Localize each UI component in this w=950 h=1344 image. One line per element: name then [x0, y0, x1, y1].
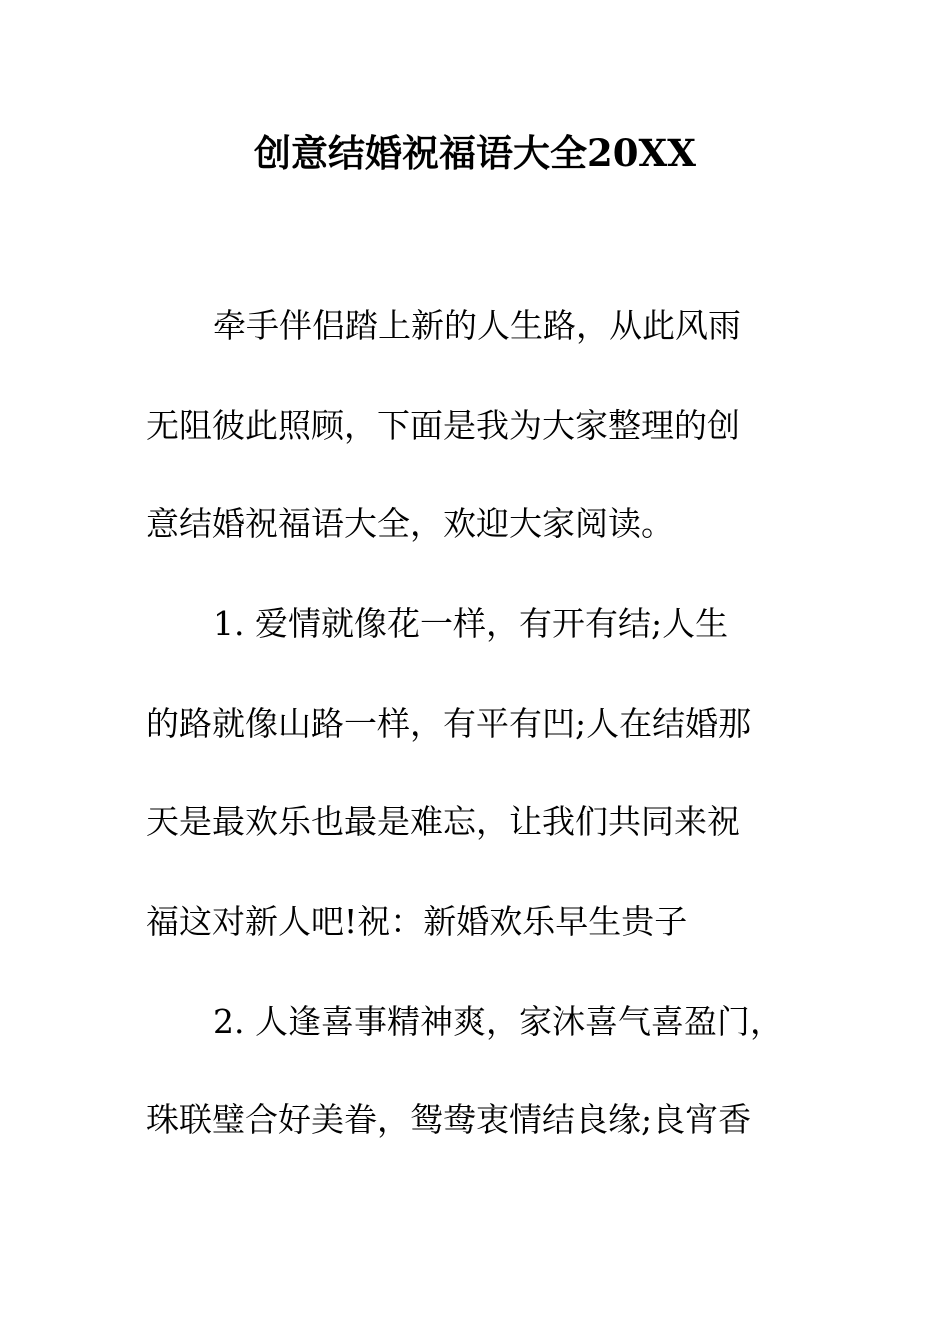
document-title: 创意结婚祝福语大全20XX	[254, 131, 696, 175]
paragraph-line: 牵手伴侣踏上新的人生路，从此风雨	[213, 306, 741, 345]
paragraph-line: 珠联璧合好美眷，鸳鸯衷情结良缘;良宵香	[146, 1100, 752, 1139]
paragraph-line: 2. 人逢喜事精神爽，家沐喜气喜盈门，	[213, 1002, 783, 1041]
paragraph-line: 福这对新人吧!祝：新婚欢乐早生贵子	[146, 902, 688, 941]
paragraph-line: 意结婚祝福语大全，欢迎大家阅读。	[146, 504, 674, 543]
paragraph-line: 天是最欢乐也最是难忘，让我们共同来祝	[146, 802, 740, 841]
paragraph-line: 1. 爱情就像花一样，有开有结;人生	[213, 604, 729, 643]
paragraph-line: 的路就像山路一样，有平有凹;人在结婚那	[146, 704, 752, 743]
paragraph-line: 无阻彼此照顾，下面是我为大家整理的创	[146, 406, 740, 445]
